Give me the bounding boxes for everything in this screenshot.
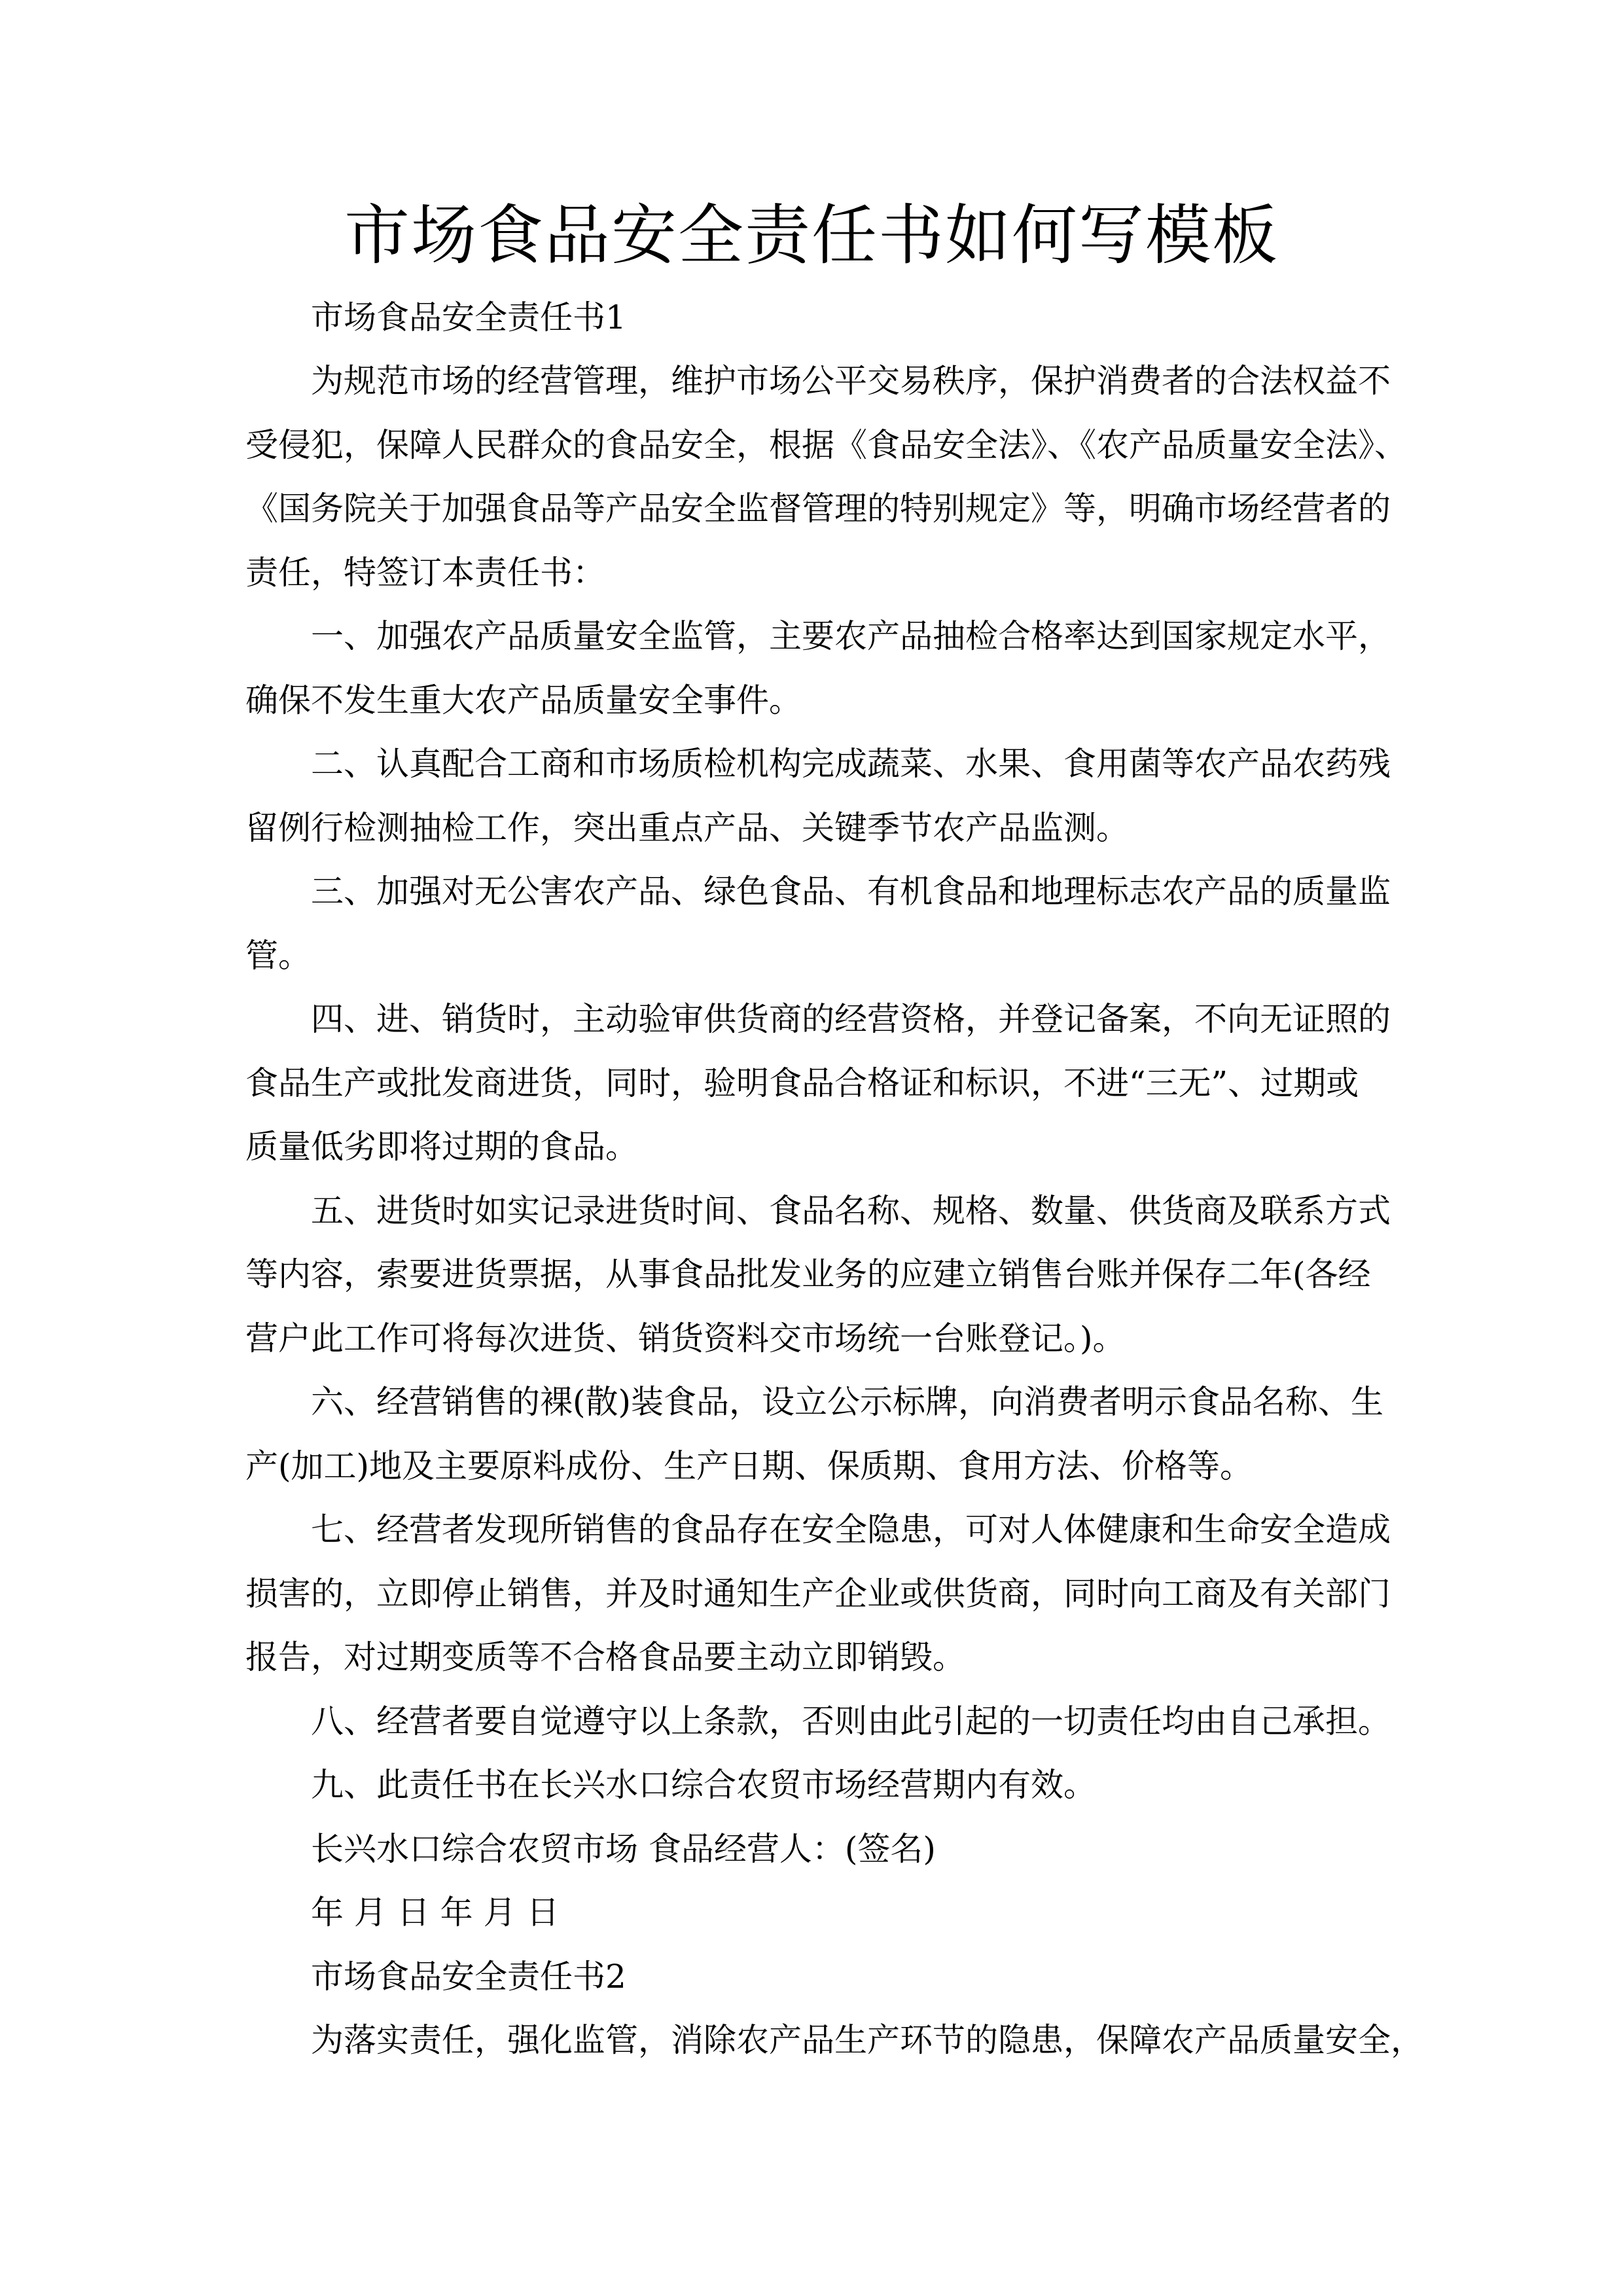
- clause-1-line: 确保不发生重大农产品质量安全事件。: [245, 681, 802, 719]
- paragraph-line: 为规范市场的经营管理，维护市场公平交易秩序，保护消费者的合法权益不: [311, 362, 1391, 400]
- clause-6-line: 产(加工)地及主要原料成份、生产日期、保质期、食用方法、价格等。: [245, 1447, 1253, 1485]
- document-title: 市场食品安全责任书如何写模板: [344, 197, 1279, 274]
- clause-5-line: 营户此工作可将每次进货、销货资料交市场统一台账登记。)。: [245, 1319, 1126, 1357]
- signature-line: 长兴水口综合农贸市场 食品经营人：(签名): [311, 1830, 936, 1868]
- clause-4-line: 质量低劣即将过期的食品。: [245, 1128, 638, 1166]
- clause-3-line: 三、加强对无公害农产品、绿色食品、有机食品和地理标志农产品的质量监: [311, 872, 1391, 910]
- clause-4-line: 四、进、销货时，主动验审供货商的经营资格，并登记备案，不向无证照的: [311, 1000, 1391, 1038]
- clause-4-line: 食品生产或批发商进货，同时，验明食品合格证和标识，不进“三无”、过期或: [245, 1064, 1359, 1102]
- clause-5-line: 等内容，索要进货票据，从事食品批发业务的应建立销售台账并保存二年(各经: [245, 1255, 1371, 1293]
- paragraph-line: 责任，特签订本责任书：: [245, 554, 605, 592]
- clause-2-line: 留例行检测抽检工作，突出重点产品、关键季节农产品监测。: [245, 809, 1129, 847]
- section-heading-2: 市场食品安全责任书2: [311, 1958, 626, 1996]
- paragraph-line: 受侵犯，保障人民群众的食品安全，根据《食品安全法》、《农产品质量安全法》、: [245, 426, 1407, 464]
- clause-7-line: 损害的，立即停止销售，并及时通知生产企业或供货商，同时向工商及有关部门: [245, 1575, 1391, 1613]
- clause-6-line: 六、经营销售的裸(散)装食品，设立公示标牌，向消费者明示食品名称、生: [311, 1383, 1384, 1421]
- date-line: 年 月 日 年 月 日: [311, 1893, 560, 1931]
- clause-5-line: 五、进货时如实记录进货时间、食品名称、规格、数量、供货商及联系方式: [311, 1192, 1391, 1230]
- clause-3-line: 管。: [245, 937, 311, 975]
- paragraph-line: 为落实责任，强化监管，消除农产品生产环节的隐患，保障农产品质量安全，: [311, 2021, 1423, 2059]
- section-heading-1: 市场食品安全责任书1: [311, 298, 626, 336]
- clause-8-line: 八、经营者要自觉遵守以上条款，否则由此引起的一切责任均由自己承担。: [311, 1702, 1391, 1740]
- clause-1-line: 一、加强农产品质量安全监管，主要农产品抽检合格率达到国家规定水平，: [311, 617, 1391, 655]
- paragraph-line: 《国务院关于加强食品等产品安全监督管理的特别规定》等，明确市场经营者的: [245, 490, 1391, 528]
- clause-7-line: 报告，对过期变质等不合格食品要主动立即销毁。: [245, 1638, 965, 1676]
- clause-2-line: 二、认真配合工商和市场质检机构完成蔬菜、水果、食用菌等农产品农药残: [311, 745, 1391, 783]
- clause-7-line: 七、经营者发现所销售的食品存在安全隐患，可对人体健康和生命安全造成: [311, 1511, 1391, 1549]
- clause-9-line: 九、此责任书在长兴水口综合农贸市场经营期内有效。: [311, 1766, 1096, 1804]
